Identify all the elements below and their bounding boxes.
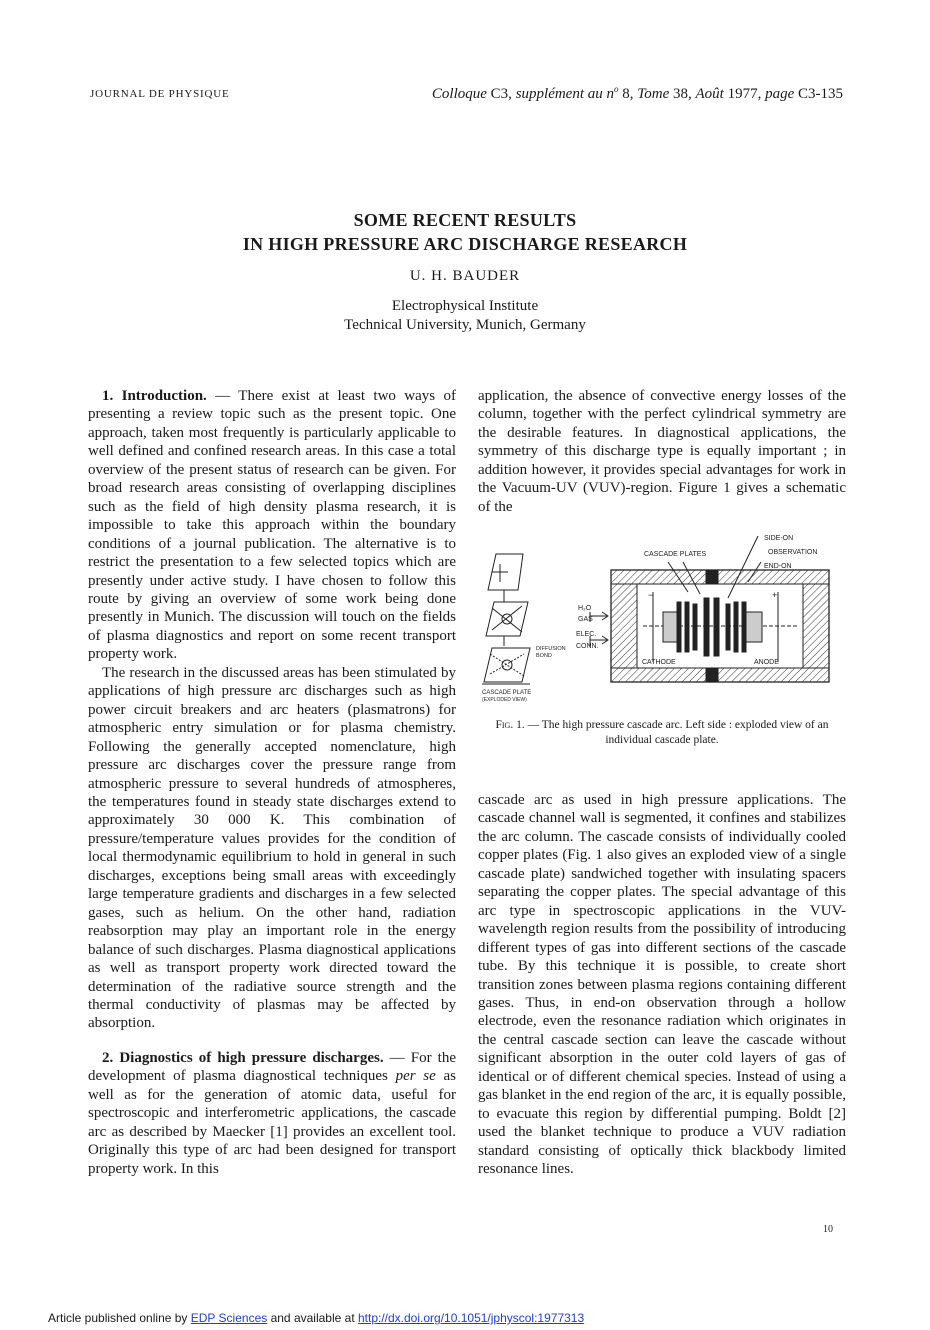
diagnostics-text-a: — For the development of plasma diagnostical techniques <box>88 1049 456 1085</box>
right-column-top <box>478 387 846 516</box>
intro-paragraph-2: The research in the discussed areas has been stimulated by applications of high pressure arc discharges such as high power circuit breakers and arc heaters (plasmatrons) for atmospheric entry simulation or for plasma chemistry. Following the generally accepted nomenclature, high pressure arc discharges cover the pressure range from atmospheric pressure to several hundreds of atmospheres, the temperatures found in steady state discharges extend to approximately 30 000 K. This combination of pressure/temperature values provides for the condition of local thermodynamic equilibrium to hold in general in such discharges, exceptions being small areas with exceedingly large temperature gradients and discharges in a few selected gases, such as helium. On the other hand, radiation reabsorption may play an important role in the energy balance of such discharges. Plasma diagnostical applications as well as transport property work directed toward the determination of the radiative source strength and the thermal conductivity of plasmas may be affected by absorption. <box>88 664 456 1032</box>
cascade-plate-6 <box>726 604 730 650</box>
figure-caption <box>478 718 846 748</box>
label-anode: ANODE <box>754 659 779 666</box>
page-number: 10 <box>823 1224 833 1235</box>
label-minus: − <box>648 590 654 600</box>
label-gas: GAS <box>578 616 593 623</box>
journal-name: JOURNAL DE PHYSIQUE <box>90 88 230 100</box>
housing-left-cap <box>611 584 637 668</box>
right-top-paragraph: application, the absence of convective energy losses of the column, together with the perfect cylindrical symmetry are the desirable features. In diagnostical applications, the symmetry of this discharge type is equally important ; in addition however, it provides special advantages for work in the Vacuum-UV (VUV)-region. Figure 1 gives a schematic of the <box>478 388 846 515</box>
footer-middle: and available at <box>267 1311 358 1325</box>
doi-link[interactable]: http://dx.doi.org/10.1051/jphyscol:1977313 <box>357 1311 585 1325</box>
citation-tome: Tome <box>637 86 670 102</box>
author: U. H. BAUDER <box>409 268 521 284</box>
housing-top-wall <box>611 570 829 584</box>
cascade-plate-1 <box>677 602 681 652</box>
housing-bottom-wall <box>611 668 829 682</box>
publisher-link[interactable]: EDP Sciences <box>190 1311 268 1325</box>
footer <box>48 1311 584 1325</box>
figure-caption-label: Fig. 1. <box>495 719 525 731</box>
intro-paragraph-1-text: — There exist at least two ways of presenting a review topic such as the present topic. One approach, taken most frequently is particularly applicable to well defined and confined research areas. In this case a total overview of the present status of research can be given. For broad research areas consisting of overlapping disciplines such as the field of high density plasma research, it is impossible to take this approach within the boundary conditions of a journal publication. The alternative is to restrict the presentation to a few selected topics which are presently under active study. I have chosen to follow this route by giving an overview of some work being done presently in Munich. The discussion will touch on the fields of plasma diagnostics and report on some recent transport property work. <box>88 388 456 663</box>
label-exploded-view: (EXPLODED VIEW) <box>482 697 527 703</box>
plate-bottom-hole <box>502 660 512 670</box>
cascade-plate-5 <box>714 598 719 656</box>
plate-middle <box>486 602 528 636</box>
affiliation-line-1: Electrophysical Institute <box>391 298 539 314</box>
section-1-heading: 1. Introduction. <box>102 388 207 404</box>
diagnostics-text-b: as well as for the generation of atomic data, useful for spectroscopic and interferometric applications, the cascade arc as described by Maecker [1] provides an excellent tool. Originally this type of arc had been designed for transport property work. In this <box>88 1068 456 1177</box>
left-column <box>88 387 456 1178</box>
citation-line <box>380 84 843 103</box>
citation-page-num: C3-135 <box>794 86 843 102</box>
label-elec: ELEC. <box>576 631 597 638</box>
label-end-on: END-ON <box>764 563 792 570</box>
citation-c3: C3, <box>486 86 516 102</box>
label-observation: OBSERVATION <box>768 549 818 556</box>
label-cascade-plate: CASCADE PLATE <box>482 690 532 696</box>
figure-1 <box>478 532 846 712</box>
cascade-plate-3 <box>693 604 697 650</box>
citation-vol: 38, <box>669 86 696 102</box>
label-cascade-plates: CASCADE PLATES <box>644 551 707 558</box>
citation-page-word: page <box>765 86 795 102</box>
anode-body <box>746 612 762 642</box>
plate-bottom <box>484 648 530 682</box>
cascade-plate-2 <box>685 602 689 652</box>
cathode-body <box>663 612 677 642</box>
plate-middle-cross <box>492 606 522 632</box>
label-bond: BOND <box>536 653 552 659</box>
title-line-2: IN HIGH PRESSURE ARC DISCHARGE RESEARCH <box>242 234 688 254</box>
diagnostics-text-italic: per se <box>395 1068 436 1085</box>
plate-middle-hole <box>502 614 512 624</box>
citation-no-sup: o <box>614 84 619 94</box>
plate-bottom-cross <box>490 654 524 676</box>
top-port <box>706 570 718 584</box>
leader-side-on <box>728 536 758 598</box>
cascade-plate-8 <box>742 602 746 652</box>
affiliation-line-2: Technical University, Munich, Germany <box>344 317 586 333</box>
intro-paragraph-1 <box>88 387 456 664</box>
citation-supplement: supplément au n <box>515 86 615 102</box>
title-line-1: SOME RECENT RESULTS <box>353 210 577 230</box>
citation-year: 1977, <box>723 86 766 102</box>
label-diffusion: DIFFUSION <box>536 646 566 652</box>
label-conn: CONN. <box>576 643 599 650</box>
citation-month: Août <box>695 86 724 102</box>
citation-num: 8, <box>618 86 638 102</box>
bottom-port <box>706 668 718 682</box>
cascade-plate-4 <box>704 598 709 656</box>
citation-colloque: Colloque <box>431 86 487 102</box>
housing-right-cap <box>803 584 829 668</box>
right-column-bottom <box>478 791 846 1179</box>
label-side-on: SIDE-ON <box>764 535 794 542</box>
right-bottom-paragraph: cascade arc as used in high pressure applications. The cascade channel wall is segmented, it confines and stabilizes the arc column. The cascade consists of individually cooled copper plates (Fig. 1 also gives an exploded view of a single cascade plate) sandwiched together with insulating spacers separating the copper plates. The special advantage of this arc type in spectroscopic applications in the VUV-wavelength region results from the possibility of introducing different types of gas into different sections of the cascade tube. By this technique it is possible, to create short transition zones between plasma regions containing different gases. Thus, in end-on observation through a hollow electrode, even the resonance radiation which originates in the central cascade section can leave the cascade without significant absorption in the outer cold layers of gas of identical or of different chemical species. Instead of using a gas blanket in the end region of the arc, it is equally possible, to evacuate this region by differential pumping. Boldt [2] used the blanket technique to produce a VUV radiation standard consisting of optically thick blackbody limited resonance lines. <box>478 792 846 1178</box>
plate-top-mark <box>492 564 508 582</box>
diagnostics-paragraph-1 <box>88 1049 456 1178</box>
label-h2o: H₂O <box>578 605 592 612</box>
cascade-plate-7 <box>734 602 738 652</box>
section-2-heading: 2. Diagnostics of high pressure discharges. <box>102 1049 384 1066</box>
label-plus: + <box>772 590 778 600</box>
footer-prefix: Article published online by <box>48 1311 191 1325</box>
figure-caption-text: — The high pressure cascade arc. Left side : exploded view of an individual cascade plate. <box>524 719 829 746</box>
label-cathode: CATHODE <box>642 659 676 666</box>
cascade-arc-schematic <box>478 532 846 712</box>
